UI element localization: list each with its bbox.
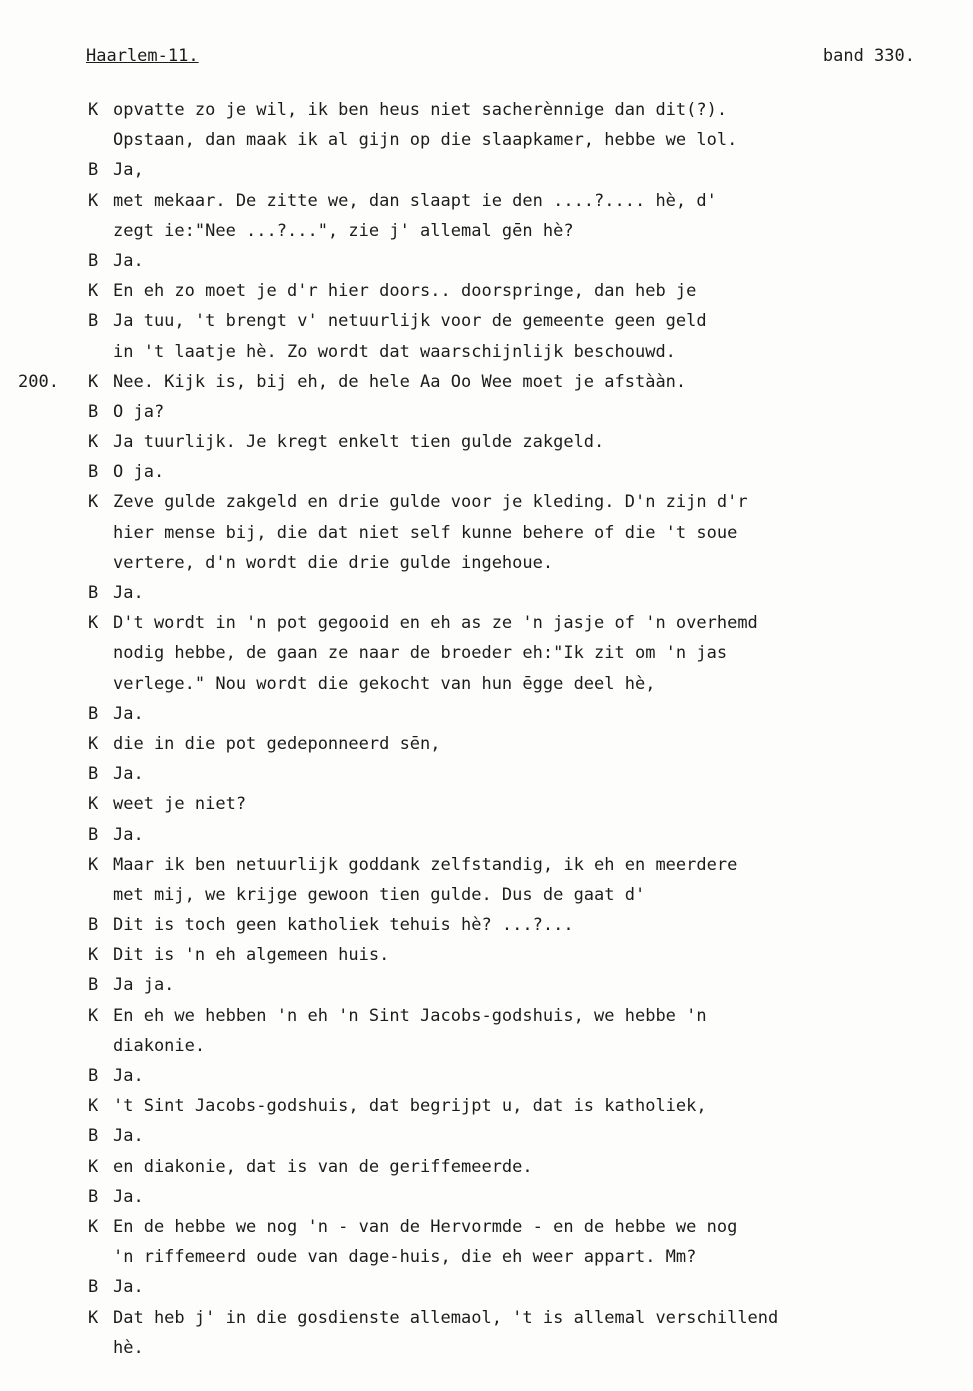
speaker-label: B <box>88 1126 99 1147</box>
line-text: En eh zo moet je d'r hier doors.. doorspringe, dan heb je <box>113 281 697 302</box>
transcript-line <box>0 95 973 125</box>
speaker-label: K <box>88 1307 99 1328</box>
speaker-label: B <box>88 1186 99 1207</box>
transcript-line <box>0 337 973 367</box>
line-number: 200. <box>18 371 59 392</box>
transcript-line <box>0 578 973 608</box>
line-text: diakonie. <box>113 1035 206 1056</box>
transcript-line <box>0 367 973 397</box>
line-text: hè. <box>113 1337 144 1358</box>
line-text: die in die pot gedeponneerd sēn, <box>113 733 441 754</box>
line-text: Ja. <box>113 250 144 271</box>
line-text: Ja. <box>113 1126 144 1147</box>
line-text: Ja. <box>113 703 144 724</box>
tape-number: band 330. <box>822 46 915 66</box>
transcript-line <box>0 820 973 850</box>
transcript-line <box>0 1031 973 1061</box>
line-text: verlege." Nou wordt die gekocht van hun ēgge deel hè, <box>113 673 656 694</box>
speaker-label: K <box>88 1156 99 1177</box>
line-text: nodig hebbe, de gaan ze naar de broeder eh:"Ik zit om 'n jas <box>113 643 728 664</box>
transcript-line <box>0 1242 973 1272</box>
speaker-label: K <box>88 190 99 211</box>
transcript-body <box>0 95 973 1363</box>
transcript-line <box>0 216 973 246</box>
transcript-line <box>0 186 973 216</box>
line-text: met mekaar. De zitte we, dan slaapt ie den ....?.... hè, d' <box>113 190 717 211</box>
speaker-label: K <box>88 794 99 815</box>
line-text: Ja tuu, 't brengt v' netuurlijk voor de gemeente geen geld <box>113 311 707 332</box>
speaker-label: B <box>88 583 99 603</box>
speaker-label: B <box>88 824 99 845</box>
line-text: hier mense bij, die dat niet self kunne behere of die 't soue <box>113 522 738 543</box>
speaker-label: K <box>88 281 99 302</box>
speaker-label: K <box>88 945 99 966</box>
speaker-label: B <box>88 1277 99 1298</box>
transcript-line <box>0 1182 973 1212</box>
transcript-line <box>0 125 973 155</box>
transcript-line <box>0 1152 973 1182</box>
line-text: Dit is 'n eh algemeen huis. <box>113 945 390 966</box>
speaker-label: B <box>88 401 99 422</box>
transcript-line <box>0 457 973 487</box>
line-text: 't Sint Jacobs-godshuis, dat begrijpt u, dat is katholiek, <box>113 1096 707 1117</box>
line-text: in 't laatje hè. Zo wordt dat waarschijnlijk beschouwd. <box>113 341 676 362</box>
speaker-label: K <box>88 613 99 634</box>
speaker-label: K <box>88 1005 99 1026</box>
speaker-label: B <box>88 160 99 181</box>
transcript-line <box>0 1121 973 1151</box>
transcript-line <box>0 699 973 729</box>
line-text: Ja tuurlijk. Je kregt enkelt tien gulde zakgeld. <box>113 432 605 453</box>
transcript-line <box>0 1001 973 1031</box>
line-text: En de hebbe we nog 'n - van de Hervormde - en de hebbe we nog <box>113 1216 738 1237</box>
line-text: Nee. Kijk is, bij eh, de hele Aa Oo Wee moet je afstààn. <box>113 371 687 392</box>
line-text: Ja. <box>113 764 144 785</box>
line-text: Ja. <box>113 1066 144 1086</box>
speaker-label: K <box>88 1096 99 1117</box>
line-text: Maar ik ben netuurlijk goddank zelfstandig, ik eh en meerdere <box>113 854 738 875</box>
transcript-line <box>0 427 973 457</box>
line-text: vertere, d'n wordt die drie gulde ingehoue. <box>113 552 554 573</box>
line-text: opvatte zo je wil, ik ben heus niet sacherènnige dan dit(?). <box>113 100 728 120</box>
transcript-line <box>0 518 973 548</box>
transcript-line <box>0 970 973 1000</box>
line-text: Ja. <box>113 1277 144 1298</box>
transcript-line <box>0 789 973 819</box>
speaker-label: K <box>88 1216 99 1237</box>
line-text: Opstaan, dan maak ik al gijn op die slaapkamer, hebbe we lol. <box>113 130 738 151</box>
transcript-line <box>0 910 973 940</box>
speaker-label: B <box>88 915 99 936</box>
line-text: weet je niet? <box>113 794 247 815</box>
speaker-label: B <box>88 975 99 996</box>
transcript-line <box>0 669 973 699</box>
transcript-line <box>0 850 973 880</box>
transcript-line <box>0 548 973 578</box>
line-text: Ja, <box>113 160 144 181</box>
line-text: Ja. <box>113 583 144 603</box>
transcript-line <box>0 1303 973 1333</box>
speaker-label: B <box>88 764 99 785</box>
transcript-line <box>0 729 973 759</box>
line-text: Zeve gulde zakgeld en drie gulde voor je kleding. D'n zijn d'r <box>113 492 748 513</box>
transcript-line <box>0 246 973 276</box>
transcript-line <box>0 1212 973 1242</box>
transcript-line <box>0 608 973 638</box>
transcript-line <box>0 940 973 970</box>
speaker-label: B <box>88 703 99 724</box>
line-text: Ja ja. <box>113 975 175 996</box>
transcript-line <box>0 1272 973 1302</box>
transcript-line <box>0 155 973 185</box>
speaker-label: K <box>88 432 99 453</box>
line-text: Ja. <box>113 824 144 845</box>
line-text: Dat heb j' in die gosdienste allemaol, 't is allemal verschillend <box>113 1307 779 1328</box>
document-location: Haarlem-11. <box>86 46 199 66</box>
line-text: Ja. <box>113 1186 144 1207</box>
transcript-line <box>0 1091 973 1121</box>
line-text: O ja. <box>113 462 165 483</box>
transcript-line <box>0 759 973 789</box>
transcript-line <box>0 487 973 517</box>
speaker-label: K <box>88 371 99 392</box>
transcript-line <box>0 397 973 427</box>
speaker-label: B <box>88 462 99 483</box>
line-text: En eh we hebben 'n eh 'n Sint Jacobs-godshuis, we hebbe 'n <box>113 1005 707 1026</box>
transcript-line <box>0 638 973 668</box>
line-text: en diakonie, dat is van de geriffemeerde. <box>113 1156 533 1177</box>
speaker-label: K <box>88 854 99 875</box>
line-text: 'n riffemeerd oude van dage-huis, die eh weer appart. Mm? <box>113 1247 697 1268</box>
speaker-label: K <box>88 492 99 513</box>
line-text: D't wordt in 'n pot gegooid en eh as ze 'n jasje of 'n overhemd <box>113 613 758 634</box>
transcript-line <box>0 1061 973 1091</box>
speaker-label: K <box>88 733 99 754</box>
line-text: O ja? <box>113 401 165 422</box>
transcript-line <box>0 306 973 336</box>
speaker-label: B <box>88 311 99 332</box>
transcript-line <box>0 276 973 306</box>
line-text: zegt ie:"Nee ...?...", zie j' allemal gēn hè? <box>113 220 574 241</box>
line-text: Dit is toch geen katholiek tehuis hè? ...?... <box>113 915 574 936</box>
transcript-line <box>0 1333 973 1363</box>
speaker-label: K <box>88 100 99 120</box>
transcript-line <box>0 880 973 910</box>
line-text: met mij, we krijge gewoon tien gulde. Dus de gaat d' <box>113 884 646 905</box>
speaker-label: B <box>88 250 99 271</box>
speaker-label: B <box>88 1066 99 1086</box>
